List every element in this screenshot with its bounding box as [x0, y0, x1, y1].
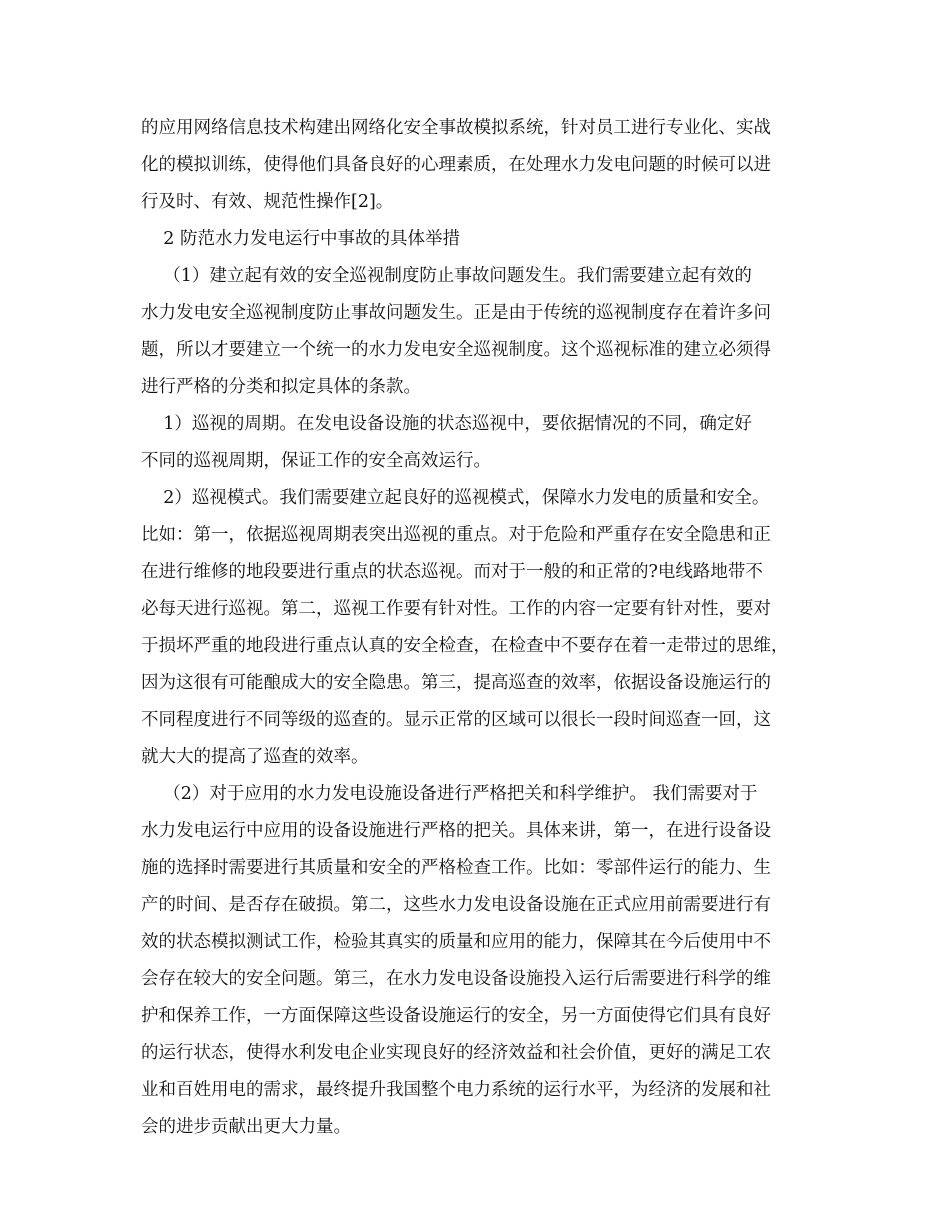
text-line: 在进行维修的地段要进行重点的状态巡视。而对于一般的和正常的?电线路地带不	[141, 562, 763, 582]
text-line: 不同的巡视周期，保证工作的安全高效运行。	[141, 451, 491, 471]
text-line: 的运行状态，使得水利发电企业实现良好的经济效益和社会价值，更好的满足工农	[141, 1043, 771, 1063]
text-line: 化的模拟训练，使得他们具备良好的心理素质，在处理水力发电问题的时候可以进	[141, 155, 771, 175]
text-line: 的应用网络信息技术构建出网络化安全事故模拟系统，针对员工进行专业化、实战	[141, 118, 771, 138]
text-line: 必每天进行巡视。第二，巡视工作要有针对性。工作的内容一定要有针对性，要对	[141, 599, 771, 619]
text-line: 进行严格的分类和拟定具体的条款。	[141, 377, 421, 397]
text-line: 水力发电运行中应用的设备设施进行严格的把关。具体来讲，第一，在进行设备设	[141, 821, 771, 841]
text-line: 水力发电安全巡视制度防止事故问题发生。正是由于传统的巡视制度存在着许多问	[141, 303, 771, 323]
text-line: 就大大的提高了巡查的效率。	[141, 747, 369, 767]
text-line: 护和保养工作，一方面保障这些设备设施运行的安全，另一方面使得它们具有良好	[141, 1006, 771, 1026]
text-line: 不同程度进行不同等级的巡查的。显示正常的区域可以很长一段时间巡查一回，这	[141, 710, 771, 730]
text-line: 会的进步贡献出更大力量。	[141, 1117, 351, 1137]
text-line: 行及时、有效、规范性操作[2]。	[141, 192, 394, 212]
text-line: 因为这很有可能酿成大的安全隐患。第三，提高巡查的效率，依据设备设施运行的	[141, 673, 771, 693]
text-line: 会存在较大的安全问题。第三，在水力发电设备设施投入运行后需要进行科学的维	[141, 969, 771, 989]
text-line: 2）巡视模式。我们需要建立起良好的巡视模式，保障水力发电的质量和安全。	[141, 488, 770, 508]
text-line: （1）建立起有效的安全巡视制度防止事故问题发生。我们需要建立起有效的	[141, 266, 752, 286]
text-line: 产的时间、是否存在破损。第二，这些水力发电设备设施在正式应用前需要进行有	[141, 895, 771, 915]
text-line: 比如：第一，依据巡视周期表突出巡视的重点。对于危险和严重存在安全隐患和正	[141, 525, 771, 545]
text-line: 效的状态模拟测试工作，检验其真实的质量和应用的能力，保障其在今后使用中不	[141, 932, 771, 952]
text-line: 于损坏严重的地段进行重点认真的安全检查，在检查中不要存在着一走带过的思维，	[141, 636, 789, 656]
text-line: （2）对于应用的水力发电设施设备进行严格把关和科学维护。 我们需要对于	[141, 784, 758, 804]
text-line: 1）巡视的周期。在发电设备设施的状态巡视中，要依据情况的不同，确定好	[141, 414, 752, 434]
section-heading: 2 防范水力发电运行中事故的具体举措	[141, 229, 460, 249]
text-line: 题，所以才要建立一个统一的水力发电安全巡视制度。这个巡视标准的建立必须得	[141, 340, 771, 360]
text-line: 施的选择时需要进行其质量和安全的严格检查工作。比如：零部件运行的能力、生	[141, 858, 771, 878]
text-line: 业和百姓用电的需求，最终提升我国整个电力系统的运行水平，为经济的发展和社	[141, 1080, 771, 1100]
